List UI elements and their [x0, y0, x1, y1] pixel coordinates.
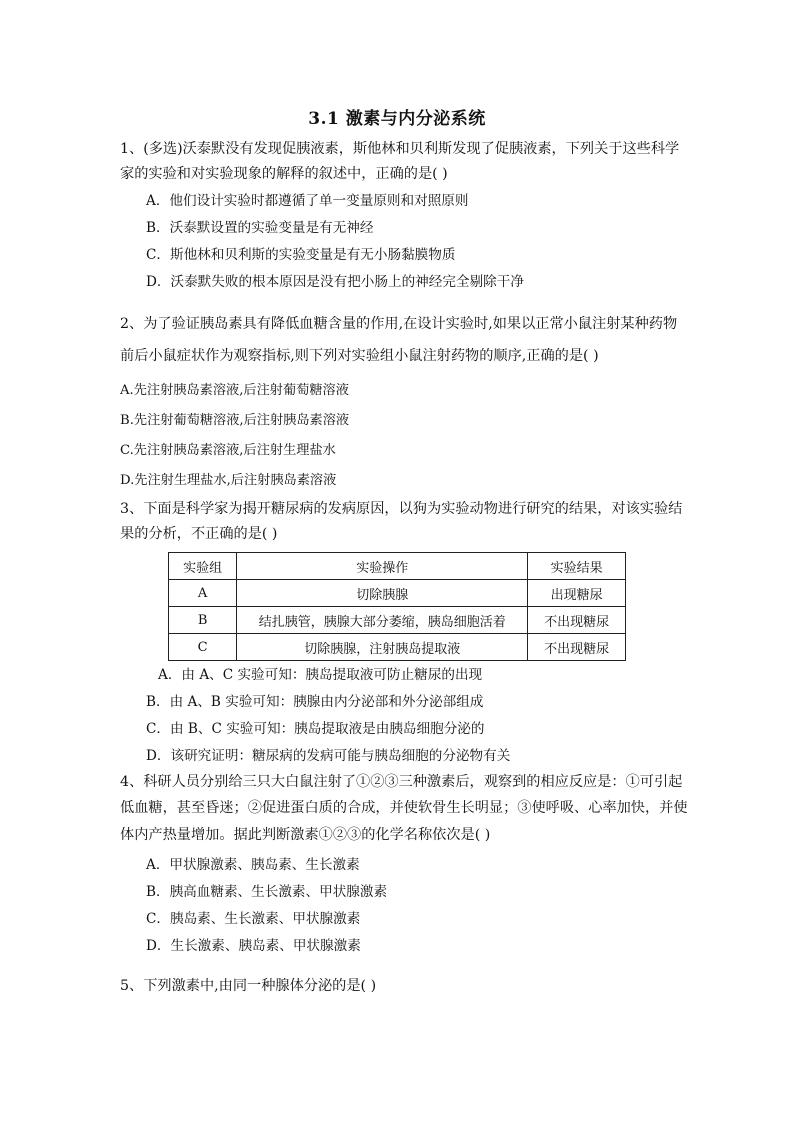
table-header-cell: 实验组: [169, 553, 237, 580]
page-title: 3.1 激素与内分泌系统: [308, 109, 486, 129]
q4-stem-line-3: 体内产热量增加。据此判断激素①②③的化学名称依次是( ): [120, 827, 491, 843]
table-cell: 不出现糖尿: [528, 634, 626, 661]
q1-option-c: C．斯他林和贝利斯的实验变量是有无小肠黏膜物质: [146, 247, 456, 263]
q3-option-a: A．由 A、C 实验可知：胰岛提取液可防止糖尿的出现: [158, 667, 483, 683]
q3-option-b: B．由 A、B 实验可知：胰腺由内分泌部和外分泌部组成: [146, 694, 484, 710]
table-cell: C: [169, 634, 237, 661]
q3-stem-line-1: 3、下面是科学家为揭开糖尿病的发病原因，以狗为实验动物进行研究的结果，对该实验结: [120, 501, 683, 517]
table-row: [169, 634, 626, 661]
q4-stem-line-2: 低血糖，甚至昏迷；②促进蛋白质的合成，并使软骨生长明显；③使呼吸、心率加快，并使: [120, 800, 688, 816]
q4-option-a: A．甲状腺激素、胰岛素、生长激素: [146, 857, 360, 873]
table-header-cell: 实验结果: [528, 553, 626, 580]
q2-option-b: B.先注射葡萄糖溶液,后注射胰岛素溶液: [120, 413, 350, 428]
q2-option-a: A.先注射胰岛素溶液,后注射葡萄糖溶液: [120, 383, 349, 398]
q4-option-b: B．胰高血糖素、生长激素、甲状腺激素: [146, 884, 388, 900]
table-header-cell: 实验操作: [237, 553, 528, 580]
experiment-table: [168, 552, 626, 661]
q1-stem-line-2: 家的实验和对实验现象的解释的叙述中，正确的是( ): [120, 166, 448, 182]
table-row: [169, 607, 626, 634]
q4-stem-line-1: 4、科研人员分别给三只大白鼠注射了①②③三种激素后，观察到的相应反应是：①可引起: [120, 774, 683, 790]
q2-option-c: C.先注射胰岛素溶液,后注射生理盐水: [120, 443, 336, 458]
q2-option-d: D.先注射生理盐水,后注射胰岛素溶液: [120, 473, 337, 488]
table-cell: 不出现糖尿: [528, 607, 626, 634]
table-cell: 切除胰腺，注射胰岛提取液: [237, 634, 528, 661]
table-cell: 切除胰腺: [237, 580, 528, 607]
q1-option-d: D．沃泰默失败的根本原因是没有把小肠上的神经完全剔除干净: [146, 274, 524, 290]
q3-stem-line-2: 果的分析，不正确的是( ): [120, 526, 278, 542]
table-cell: B: [169, 607, 237, 634]
q4-option-c: C．胰岛素、生长激素、甲状腺激素: [146, 911, 361, 927]
table-header-row: [169, 553, 626, 580]
q5-stem-line-1: 5、下列激素中,由同一种腺体分泌的是( ): [120, 978, 377, 994]
table-cell: A: [169, 580, 237, 607]
q4-option-d: D．生长激素、胰岛素、甲状腺激素: [146, 938, 361, 954]
q2-stem-line-2: 前后小鼠症状作为观察指标,则下列对实验组小鼠注射药物的顺序,正确的是( ): [120, 348, 599, 364]
table-row: [169, 580, 626, 607]
q3-option-c: C．由 B、C 实验可知：胰岛提取液是由胰岛细胞分泌的: [146, 721, 485, 737]
q1-stem-line-1: 1、(多选)沃泰默没有发现促胰液素，斯他林和贝利斯发现了促胰液素，下列关于这些科学: [120, 141, 680, 157]
q2-stem-line-1: 2、为了验证胰岛素具有降低血糖含量的作用,在设计实验时,如果以正常小鼠注射某种药物: [120, 316, 678, 332]
q3-option-d: D．该研究证明：糖尿病的发病可能与胰岛细胞的分泌物有关: [146, 748, 511, 764]
q1-option-a: A．他们设计实验时都遵循了单一变量原则和对照原则: [146, 193, 469, 209]
q1-option-b: B．沃泰默设置的实验变量是有无神经: [146, 220, 374, 236]
table-cell: 出现糖尿: [528, 580, 626, 607]
table-cell: 结扎胰管，胰腺大部分萎缩，胰岛细胞活着: [237, 607, 528, 634]
